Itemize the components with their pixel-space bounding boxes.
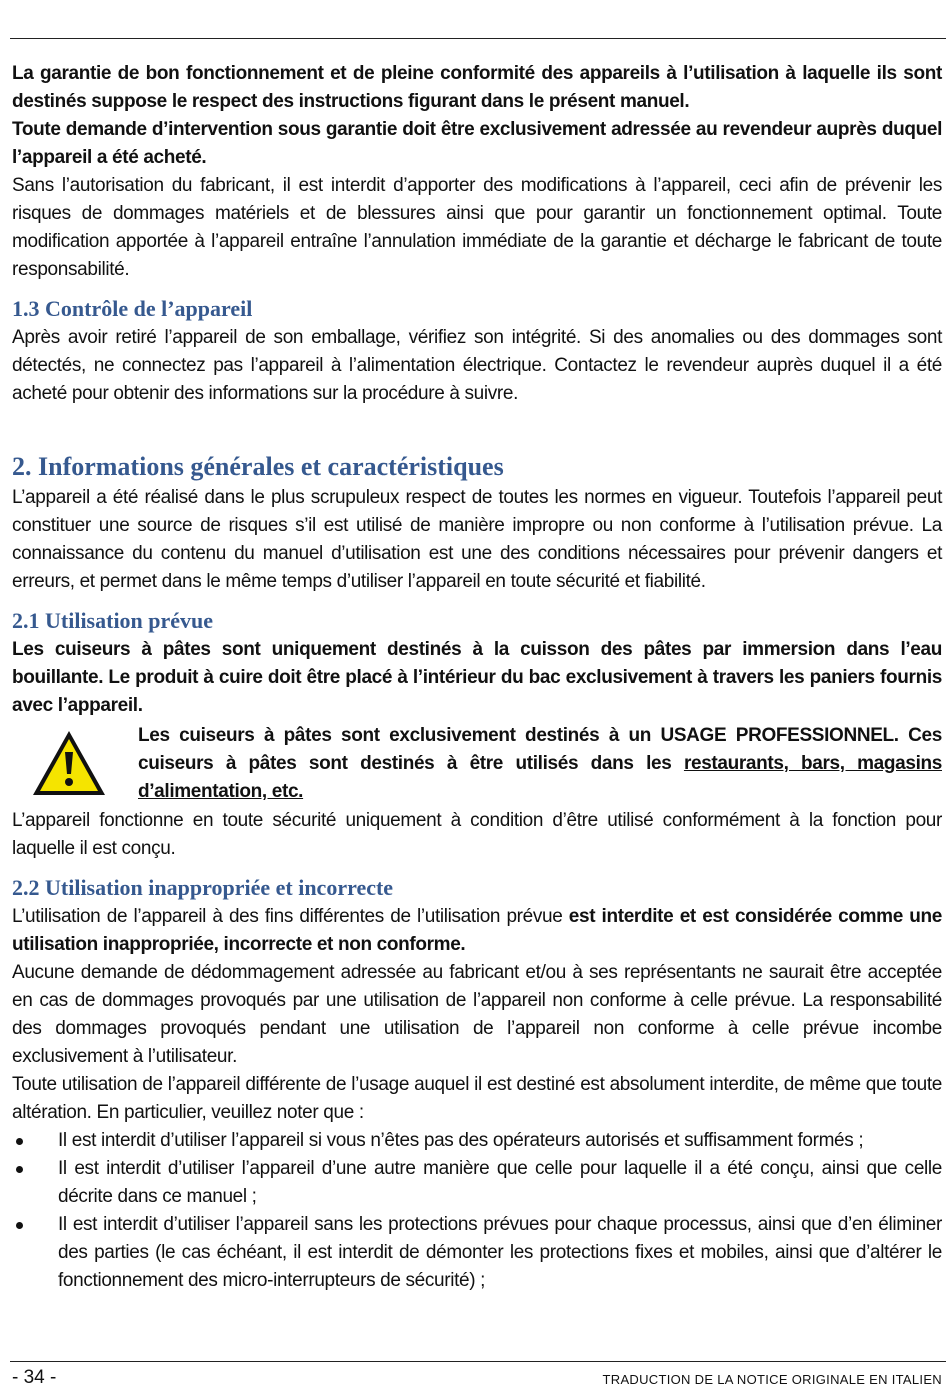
section-2-2-title: 2.2 Utilisation inappropriée et incorrecte: [12, 875, 394, 900]
warning-underlined-text: restaurants, bars, magasins d’alimentation, etc.: [138, 753, 942, 802]
list-item: Il est interdit d’utiliser l’appareil si vous n’êtes pas des opérateurs autorisés et suffisamment formés ;: [12, 1127, 942, 1155]
professional-use-warning: [12, 722, 942, 807]
warning-main-text: Les cuiseurs à pâtes sont exclusivement destinés à un USAGE PROFESSIONNEL. Ces cuiseurs à pâtes sont destinés à être utilisés dans les: [138, 725, 942, 774]
section-2-1-title: 2.1 Utilisation prévue: [12, 608, 214, 633]
section-2-2-paragraph-3: Toute utilisation de l’appareil différente de l’usage auquel il est destiné est absolument interdite, de même que toute altération. En particulier, veuillez noter que :: [12, 1074, 942, 1123]
warranty-paragraph-2: Toute demande d’intervention sous garantie doit être exclusivement adressée au revendeur auprès duquel l’appareil a été acheté.: [12, 119, 942, 168]
warning-triangle-icon: [12, 722, 108, 807]
page-content: [12, 60, 942, 1295]
list-item: Il est interdit d’utiliser l’appareil sans les protections prévues pour chaque processus, ainsi que d’en éliminer des parties (le cas échéant, il est interdit de démonter les protections fixes et mobiles, ainsi que d’altérer le fonctionnement des micro-interrupteurs de sécurité) ;: [12, 1211, 942, 1295]
section-1-3-paragraph: Après avoir retiré l’appareil de son emballage, vérifiez son intégrité. Si des anomalies ou des dommages sont détectés, ne connectez pas l’appareil à l’alimentation électrique. Contactez le revendeur auprès duquel il a été acheté pour obtenir des informations sur la procédure à suivre.: [12, 327, 942, 404]
section-2-1-bold-paragraph: Les cuiseurs à pâtes sont uniquement destinés à la cuisson des pâtes par immersion dans l’eau bouillante. Le produit à cuire doit être placé à l’intérieur du bac exclusivement à travers les paniers fournis avec l’appareil.: [12, 639, 942, 716]
section-2-paragraph: L’appareil a été réalisé dans le plus scrupuleux respect de toutes les normes en vigueur. Toutefois l’appareil peut constituer une source de risques s’il est utilisé de manière impropre ou non conforme à l’utilisation prévue. La connaissance du contenu du manuel d’utilisation est une des conditions nécessaires pour prévenir dangers et erreurs, et permet dans le même temps d’utiliser l’appareil en toute sécurité et fiabilité.: [12, 487, 942, 592]
section-2-1-paragraph: L’appareil fonctionne en toute sécurité uniquement à condition d’être utilisé conformément à la fonction pour laquelle il est conçu.: [12, 810, 942, 859]
header-rule: [10, 38, 946, 39]
section-2-title: 2. Informations générales et caractéristiques: [12, 452, 504, 481]
list-item: Il est interdit d’utiliser l’appareil d’une autre manière que celle pour laquelle il a été conçu, ainsi que celle décrite dans ce manuel ;: [12, 1155, 942, 1211]
section-2-2-paragraph-1-normal: L’utilisation de l’appareil à des fins différentes de l’utilisation prévue: [12, 906, 569, 927]
footer-rule: [10, 1361, 946, 1362]
prohibition-list: [12, 1127, 942, 1295]
section-1-3-title: 1.3 Contrôle de l’appareil: [12, 296, 253, 321]
page-number: - 34 -: [12, 1367, 57, 1388]
section-2-2-paragraph-2: Aucune demande de dédommagement adressée au fabricant et/ou à ses représentants ne saurait être acceptée en cas de dommages provoqués par une utilisation de l’appareil non conforme à celle prévue. La responsabilité des dommages provoqués pendant une utilisation de l’appareil non conforme à celle prévue incombe exclusivement à l’utilisateur.: [12, 962, 942, 1067]
footer-title: TRADUCTION DE LA NOTICE ORIGINALE EN ITALIEN: [602, 1372, 942, 1387]
warning-text: [108, 722, 942, 806]
section-2-2-paragraph-1: [12, 903, 942, 959]
modification-paragraph: Sans l’autorisation du fabricant, il est interdit d’apporter des modifications à l’appareil, ceci afin de prévenir les risques de dommages matériels et de blessures ainsi que pour garantir un fonctionnement optimal. Toute modification apportée à l’appareil entraîne l’annulation immédiate de la garantie et décharge le fabricant de toute responsabilité.: [12, 175, 942, 280]
section-2-2-paragraph-1-bold: est interdite et est considérée comme une utilisation inappropriée, incorrecte et non conforme.: [12, 906, 942, 955]
warranty-paragraph-1: La garantie de bon fonctionnement et de pleine conformité des appareils à l’utilisation à laquelle ils sont destinés suppose le respect des instructions figurant dans le présent manuel.: [12, 63, 942, 112]
